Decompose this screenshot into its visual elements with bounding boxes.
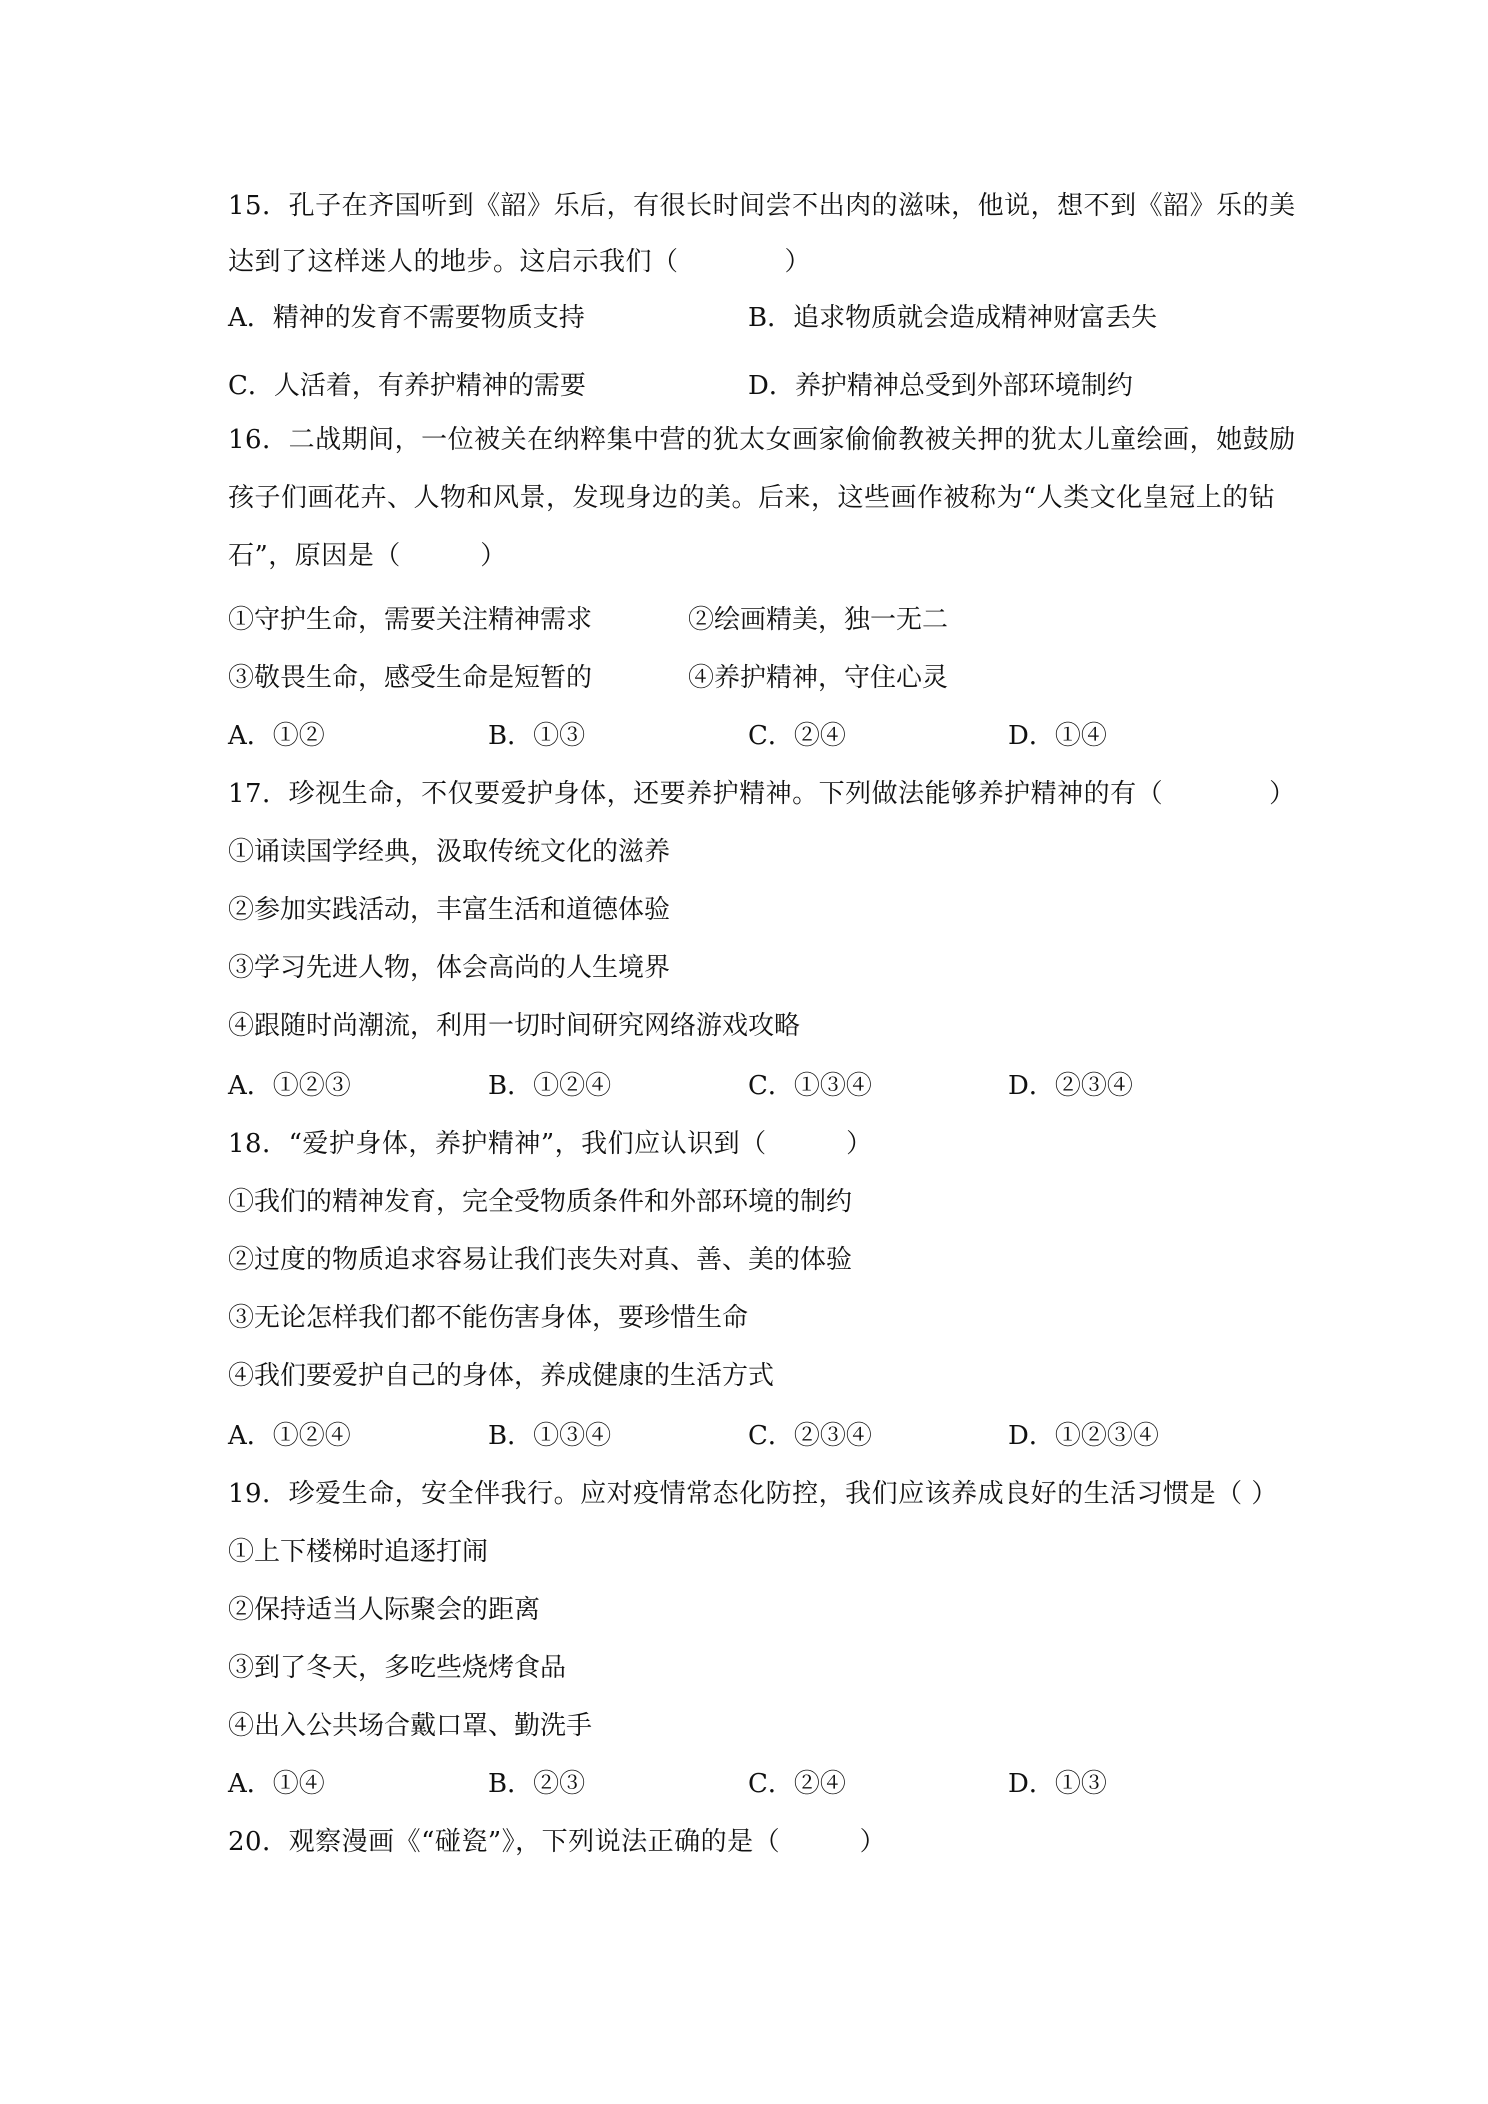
question-18-statement-1: ①我们的精神发育，完全受物质条件和外部环境的制约 [228, 1187, 853, 1217]
question-15-option-b: B．追求物质就会造成精神财富丢失 [748, 303, 1158, 333]
question-16-option-c: C．②④ [748, 721, 846, 751]
question-19-option-a: A．①④ [228, 1769, 325, 1799]
question-18-statement-3: ③无论怎样我们都不能伤害身体，要珍惜生命 [228, 1303, 749, 1333]
question-16-stem-line-3: 石”，原因是（ ） [228, 541, 507, 571]
question-17-statement-1: ①诵读国学经典，汲取传统文化的滋养 [228, 837, 671, 867]
question-16-statement-3: ③敬畏生命，感受生命是短暂的 [228, 663, 593, 693]
question-19-statement-2: ②保持适当人际聚会的距离 [228, 1595, 541, 1625]
question-17-statement-4: ④跟随时尚潮流，利用一切时间研究网络游戏攻略 [228, 1011, 801, 1041]
question-17-option-c: C．①③④ [748, 1071, 872, 1101]
question-18-option-a: A．①②④ [228, 1421, 351, 1451]
question-20-stem: 20．观察漫画《“碰瓷”》，下列说法正确的是（ ） [228, 1827, 887, 1857]
question-17-option-b: B．①②④ [488, 1071, 612, 1101]
question-16-stem-line-1: 16．二战期间，一位被关在纳粹集中营的犹太女画家偷偷教被关押的犹太儿童绘画，她鼓励 [228, 425, 1296, 455]
question-17-option-a: A．①②③ [228, 1071, 351, 1101]
question-18-option-c: C．②③④ [748, 1421, 872, 1451]
question-15-option-c: C．人活着，有养护精神的需要 [228, 371, 586, 401]
question-18-option-d: D．①②③④ [1008, 1421, 1159, 1451]
question-16-option-d: D．①④ [1008, 721, 1107, 751]
question-16-option-a: A．①② [228, 721, 325, 751]
question-18-statement-2: ②过度的物质追求容易让我们丧失对真、善、美的体验 [228, 1245, 853, 1275]
question-19-statement-3: ③到了冬天，多吃些烧烤食品 [228, 1653, 567, 1683]
question-18-option-b: B．①③④ [488, 1421, 612, 1451]
question-18-statement-4: ④我们要爱护自己的身体，养成健康的生活方式 [228, 1361, 775, 1391]
question-19-statement-1: ①上下楼梯时追逐打闹 [228, 1537, 489, 1567]
question-17-statement-3: ③学习先进人物，体会高尚的人生境界 [228, 953, 671, 983]
question-19-option-b: B．②③ [488, 1769, 586, 1799]
question-16-statement-4: ④养护精神，守住心灵 [688, 663, 949, 693]
question-15-stem-line-2: 达到了这样迷人的地步。这启示我们（ ） [228, 247, 812, 277]
question-19-option-c: C．②④ [748, 1769, 846, 1799]
question-16-stem-line-2: 孩子们画花卉、人物和风景，发现身边的美。后来，这些画作被称为“人类文化皇冠上的钻 [228, 483, 1276, 513]
question-17-option-d: D．②③④ [1008, 1071, 1133, 1101]
question-18-stem: 18．“爱护身体，养护精神”，我们应认识到（ ） [228, 1129, 873, 1159]
question-17-statement-2: ②参加实践活动，丰富生活和道德体验 [228, 895, 671, 925]
question-15-option-d: D．养护精神总受到外部环境制约 [748, 371, 1133, 401]
question-15-option-a: A．精神的发育不需要物质支持 [228, 303, 585, 333]
question-15-stem-line-1: 15．孔子在齐国听到《韶》乐后，有很长时间尝不出肉的滋味，他说，想不到《韶》乐的美 [228, 191, 1296, 221]
question-16-statement-1: ①守护生命，需要关注精神需求 [228, 605, 593, 635]
question-17-stem: 17．珍视生命，不仅要爱护身体，还要养护精神。下列做法能够养护精神的有（ ） [228, 779, 1296, 809]
question-19-statement-4: ④出入公共场合戴口罩、勤洗手 [228, 1711, 593, 1741]
question-19-stem: 19．珍爱生命，安全伴我行。应对疫情常态化防控，我们应该养成良好的生活习惯是（ ） [228, 1479, 1278, 1509]
question-16-statement-2: ②绘画精美，独一无二 [688, 605, 949, 635]
question-19-option-d: D．①③ [1008, 1769, 1107, 1799]
question-16-option-b: B．①③ [488, 721, 586, 751]
